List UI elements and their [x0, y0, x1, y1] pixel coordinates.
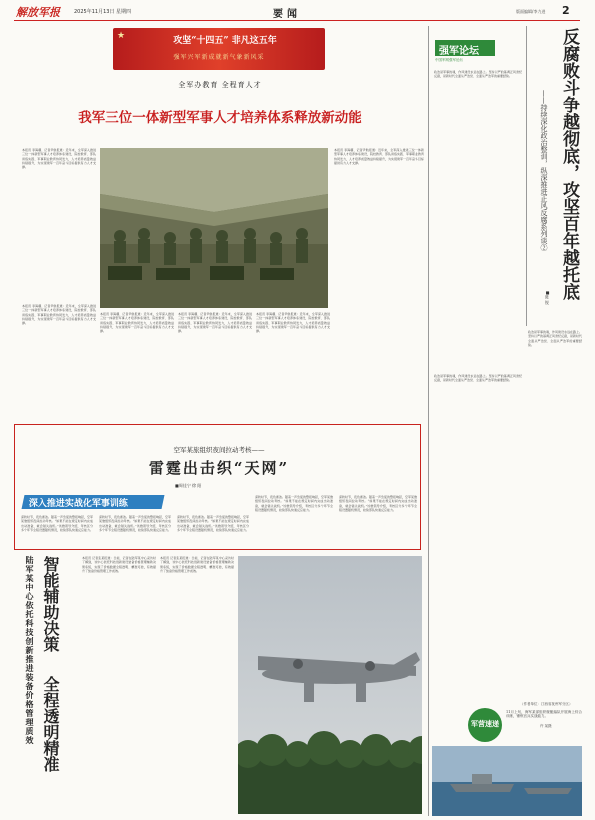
- banner-star-icon: ★: [117, 31, 126, 41]
- page-number: 2: [562, 4, 570, 17]
- section-name: 要闻: [273, 9, 301, 20]
- side-headline: 反腐败斗争越彻底，攻坚百年越托底: [559, 28, 579, 300]
- lead-body-col3: 本报讯 李海疆、记者尹航报道：近年来，全军深入推进三位一体新型军事人才培养体系建设，院校教育、部队训练实践、军事职业教育协同发力，人才培养质量效益持续提升，为实现建军一百年奋斗目标提供有力人才支撑。: [100, 312, 174, 334]
- page-header: [0, 0, 595, 20]
- lead-photo: [100, 148, 328, 308]
- second-body-col3: 深秋时节，夜色渐浓。随着一声急促的警报响起，空军某旅组织夜间拉动考核。“如果不能在规定时间内完成出动准备，就会错失战机。”该旅领导介绍，考核区分多个环节全程设置随机情况，检验部队快速反应能力。: [177, 515, 249, 532]
- brief-text: 11月上旬，海军某部组织舰艇编队开展海上综合训练，锤炼官兵实战能力。: [506, 710, 582, 719]
- lead-body-col4: 本报讯 李海疆、记者尹航报道：近年来，全军深入推进三位一体新型军事人才培养体系建设，院校教育、部队训练实践、军事职业教育协同发力，人才培养质量效益持续提升，为实现建军一百年奋斗目标提供有力人才支撑。: [178, 312, 252, 334]
- masthead-logo: 解放军报: [16, 6, 60, 19]
- column-logo-text: 强军论坛: [439, 46, 479, 57]
- side-byline: ■陈 锐: [545, 290, 550, 305]
- column-body-col1: 政治是军事的魂，作风建设永远在路上。坚持以严的基调正风肃纪反腐，是新时代全面从严治党、全面从严治军的重要经验。: [434, 70, 522, 79]
- banner-slogan: 攻坚“十四五” 非凡这五年: [173, 36, 277, 46]
- column-footer: （作者单位：江西省抚州军分区）: [520, 702, 573, 706]
- lead-body-col6: 本报讯 李海疆、记者尹航报道：近年来，全军深入推进三位一体新型军事人才培养体系建设，院校教育、部队训练实践、军事职业教育协同发力，人才培养质量效益持续提升，为实现建军一百年奋斗目标提供有力人才支撑。: [334, 148, 424, 165]
- lead-headline: 我军三位一体新型军事人才培养体系释放新动能: [78, 110, 362, 126]
- second-headline: 雷霆出击织“天网”: [148, 459, 290, 477]
- brief-credit: 许 某摄: [540, 724, 552, 728]
- header-rule: [14, 20, 580, 21]
- editor-credit: 版面编辑/李力进: [516, 9, 546, 14]
- banner-subtitle: 强军兴军新成就新气象新风采: [173, 54, 265, 61]
- brief-logo-text: 军营速递: [471, 719, 499, 728]
- third-headline-2: 全程透明精准: [41, 676, 60, 772]
- training-label-text: 深入推进实战化军事训练: [28, 499, 128, 509]
- column-body-col2: 政治是军事的魂，作风建设永远在路上。坚持以严的基调正风肃纪反腐，是新时代全面从严治党、全面从严治军的重要经验。: [434, 374, 522, 383]
- side-divider: [526, 26, 527, 326]
- lead-body-col1: 本报讯 李海疆、记者尹航报道：近年来，全军深入推进三位一体新型军事人才培养体系建设，院校教育、部队训练实践、军事职业教育协同发力，人才培养质量效益持续提升，为实现建军一百年奋斗目标提供有力人才支撑。: [22, 148, 96, 170]
- side-subhead: ——持续深化政治整训，纵深推进正风反腐系列谈②: [540, 90, 548, 251]
- lead-body-col2: 本报讯 李海疆、记者尹航报道：近年来，全军深入推进三位一体新型军事人才培养体系建设，院校教育、部队训练实践、军事职业教育协同发力，人才培养质量效益持续提升，为实现建军一百年奋斗目标提供有力人才支撑。: [22, 304, 96, 326]
- main-divider: [428, 26, 429, 816]
- column-body-col3: 政治是军事的魂，作风建设永远在路上。坚持以严的基调正风肃纪反腐，是新时代全面从严治党、全面从严治军的重要经验。: [528, 330, 582, 347]
- lead-body-col5: 本报讯 李海疆、记者尹航报道：近年来，全军深入推进三位一体新型军事人才培养体系建设，院校教育、部队训练实践、军事职业教育协同发力，人才培养质量效益持续提升，为实现建军一百年奋斗目标提供有力人才支撑。: [256, 312, 330, 334]
- header-date: 2025年11月13日 星期四: [74, 9, 132, 15]
- second-story-box: [14, 424, 421, 550]
- column-tagline: 中国军网强军论坛: [435, 58, 463, 62]
- column-logo: [435, 40, 495, 56]
- brief-logo: [468, 708, 502, 742]
- aircraft-photo: [238, 556, 422, 814]
- brief-photo: [432, 746, 582, 816]
- training-label: [22, 495, 165, 509]
- banner: [113, 28, 325, 70]
- second-body-col5: 深秋时节，夜色渐浓。随着一声急促的警报响起，空军某旅组织夜间拉动考核。“如果不能在规定时间内完成出动准备，就会错失战机。”该旅领导介绍，考核区分多个环节全程设置随机情况，检验部队快速反应能力。: [339, 495, 417, 512]
- second-byline: ■周佳宁 徐 阳: [175, 483, 202, 488]
- second-body-col2: 深秋时节，夜色渐浓。随着一声急促的警报响起，空军某旅组织夜间拉动考核。“如果不能在规定时间内完成出动准备，就会错失战机。”该旅领导介绍，考核区分多个环节全程设置随机情况，检验部队快速反应能力。: [99, 515, 171, 532]
- third-kicker: 陆军某中心依托科技创新推进装备价格管理质效: [25, 556, 35, 745]
- third-headline-1: 智能辅助决策: [41, 556, 60, 652]
- second-body-col1: 深秋时节，夜色渐浓。随着一声急促的警报响起，空军某旅组织夜间拉动考核。“如果不能在规定时间内完成出动准备，就会错失战机。”该旅领导介绍，考核区分多个环节全程设置随机情况，检验部队快速反应能力。: [21, 515, 93, 532]
- lead-kicker: 全军办教育 全程育人才: [178, 81, 262, 89]
- third-body-col1: 本报讯 记者张某报道：日前，记者在陆军某中心采访时了解到，该中心依托科技创新建设装备价格管理辅助决策系统，实现了价格数据全程透明、精准可控，有效提升了装备价格管理工作质效。: [82, 556, 156, 573]
- third-body-col2: 本报讯 记者张某报道：日前，记者在陆军某中心采访时了解到，该中心依托科技创新建设装备价格管理辅助决策系统，实现了价格数据全程透明、精准可控，有效提升了装备价格管理工作质效。: [160, 556, 234, 573]
- second-body-col4: 深秋时节，夜色渐浓。随着一声急促的警报响起，空军某旅组织夜间拉动考核。“如果不能在规定时间内完成出动准备，就会错失战机。”该旅领导介绍，考核区分多个环节全程设置随机情况，检验部队快速反应能力。: [255, 495, 333, 512]
- second-kicker: 空军某旅组织夜间拉动考核——: [173, 446, 265, 454]
